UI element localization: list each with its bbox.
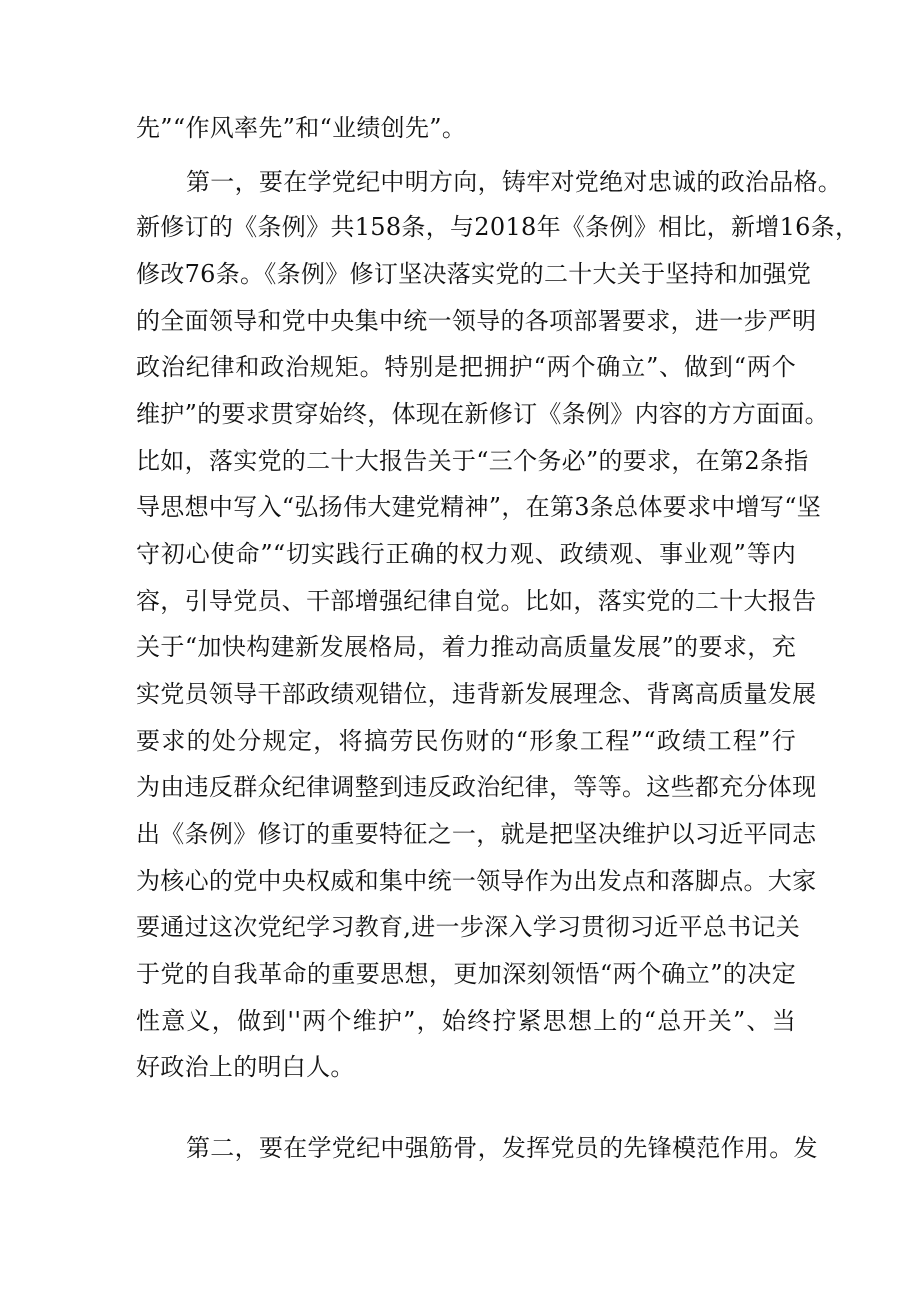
paragraph-line: 的全面领导和党中央集中统一领导的各项部署要求，进一步严明 [136, 307, 817, 335]
paragraph-line: 维护”的要求贯穿始终，体现在新修订《条例》内容的方方面面。 [136, 400, 829, 428]
paragraph-line: 新修订的《条例》共158条，与2018年《条例》相比，新增16条， [136, 213, 860, 241]
paragraph-line: 先”“作风率先”和“业绩创先”。 [136, 114, 467, 142]
paragraph-line: 政治纪律和政治规矩。特别是把拥护“两个确立”、做到“两个 [136, 353, 796, 381]
paragraph-line: 性意义，做到''两个维护”，始终拧紧思想上的“总开关”、当 [136, 1007, 796, 1035]
paragraph-line: 第一，要在学党纪中明方向，铸牢对党绝对忠诚的政治品格。 [186, 168, 843, 196]
paragraph-line: 导思想中写入“弘扬伟大建党精神”，在第3条总体要求中增写“坚 [136, 493, 822, 521]
paragraph-line: 第二，要在学党纪中强筋骨，发挥党员的先锋模范作用。发 [186, 1134, 818, 1162]
paragraph-line: 出《条例》修订的重要特征之一，就是把坚决维护以习近平同志 [136, 820, 817, 848]
paragraph-line: 比如，落实党的二十大报告关于“三个务必”的要求，在第2条指 [136, 447, 809, 475]
paragraph-line: 为核心的党中央权威和集中统一领导作为出发点和落脚点。大家 [136, 867, 817, 895]
paragraph-line: 好政治上的明白人。 [136, 1053, 355, 1081]
paragraph-line: 守初心使命”“切实践行正确的权力观、政绩观、事业观”等内 [136, 540, 796, 568]
paragraph-line: 关于“加快构建新发展格局，着力推动高质量发展”的要求，充 [136, 633, 796, 661]
paragraph-line: 要求的处分规定，将搞劳民伤财的“形象工程”“政绩工程”行 [136, 727, 796, 755]
paragraph-line: 为由违反群众纪律调整到违反政治纪律，等等。这些都充分体现 [136, 773, 817, 801]
paragraph-line: 容，引导党员、干部增强纪律自觉。比如，落实党的二十大报告 [136, 587, 817, 615]
paragraph-line: 要通过这次党纪学习教育,进一步深入学习贯彻习近平总书记关 [136, 913, 801, 941]
paragraph-line: 于党的自我革命的重要思想，更加深刻领悟“两个确立”的决定 [136, 960, 796, 988]
paragraph-line: 修改76条。《条例》修订坚决落实党的二十大关于坚持和加强党 [136, 260, 812, 288]
paragraph-line: 实党员领导干部政绩观错位，违背新发展理念、背离高质量发展 [136, 680, 817, 708]
